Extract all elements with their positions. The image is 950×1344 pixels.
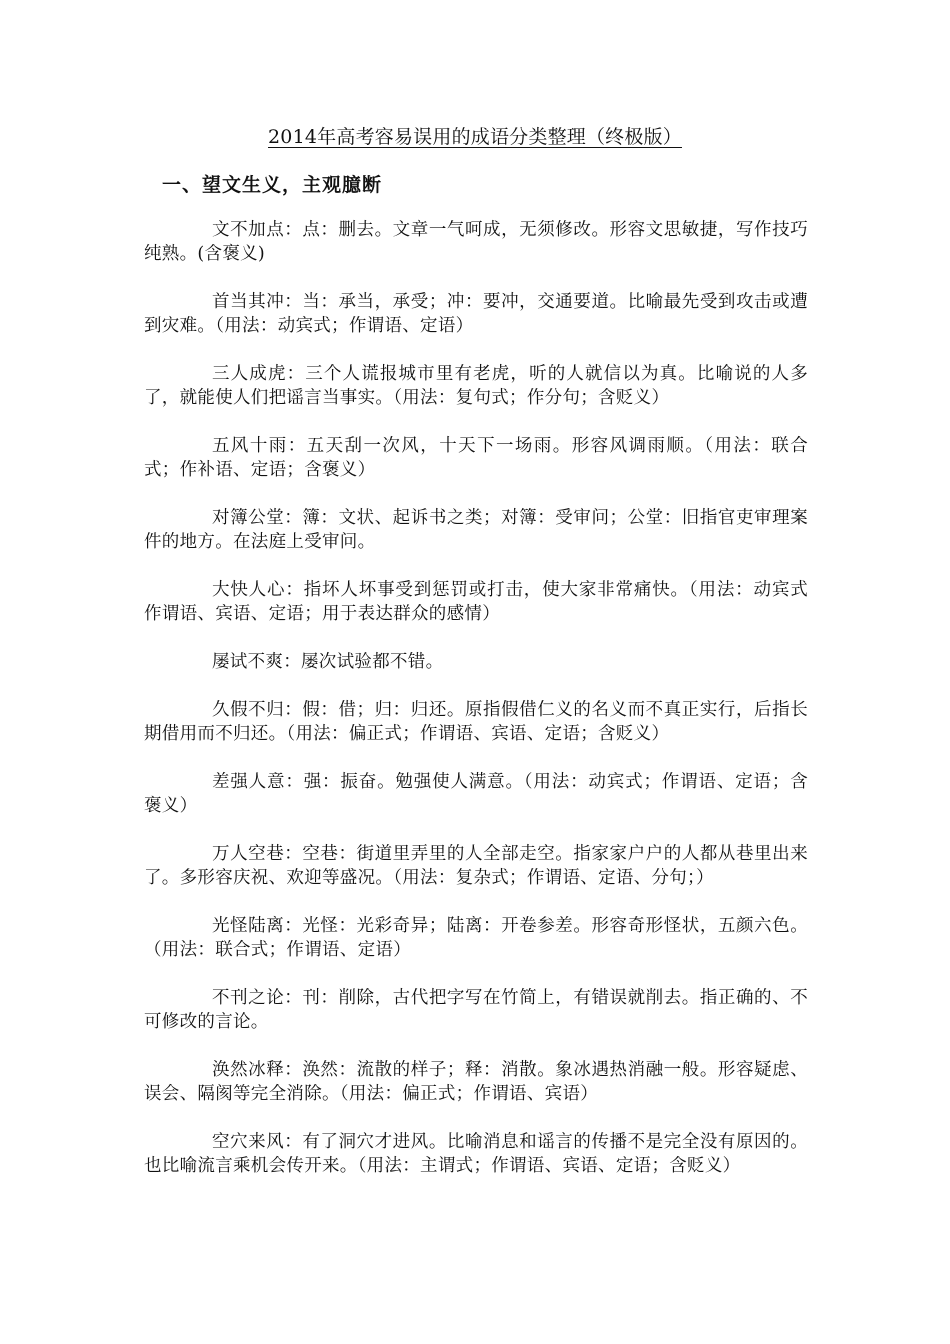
idiom-entry: 万人空巷：空巷：街道里弄里的人全部走空。指家家户户的人都从巷里出来了。多形容庆祝、欢迎等盛况。（用法：复杂式；作谓语、定语、分句；） <box>144 844 808 888</box>
idiom-entry: 差强人意：强：振奋。勉强使人满意。（用法：动宾式；作谓语、定语；含褒义） <box>144 772 808 816</box>
section-heading: 一、望文生义，主观臆断 <box>162 174 383 196</box>
idiom-entry: 首当其冲：当：承当，承受；冲：要冲，交通要道。比喻最先受到攻击或遭到灾难。（用法：动宾式；作谓语、定语） <box>144 292 808 336</box>
idiom-entry: 对簿公堂：簿：文状、起诉书之类；对簿：受审问；公堂：旧指官吏审理案件的地方。在法庭上受审问。 <box>144 508 808 552</box>
idiom-entry: 五风十雨：五天刮一次风，十天下一场雨。形容风调雨顺。（用法：联合式；作补语、定语；含褒义） <box>144 436 808 480</box>
idiom-entry: 空穴来风：有了洞穴才进风。比喻消息和谣言的传播不是完全没有原因的。也比喻流言乘机会传开来。（用法：主谓式；作谓语、宾语、定语；含贬义） <box>144 1132 808 1176</box>
idiom-entry: 光怪陆离：光怪：光彩奇异；陆离：开卷参差。形容奇形怪状，五颜六色。（用法：联合式；作谓语、定语） <box>144 916 808 960</box>
idiom-entry: 三人成虎：三个人谎报城市里有老虎，听的人就信以为真。比喻说的人多了，就能使人们把谣言当事实。（用法：复句式；作分句；含贬义） <box>144 364 808 408</box>
idiom-entry: 涣然冰释：涣然：流散的样子；释：消散。象冰遇热消融一般。形容疑虑、误会、隔阂等完全消除。（用法：偏正式；作谓语、宾语） <box>144 1060 808 1104</box>
idiom-entry: 不刊之论：刊：削除，古代把字写在竹简上，有错误就削去。指正确的、不可修改的言论。 <box>144 988 808 1032</box>
idiom-entry: 文不加点：点：删去。文章一气呵成，无须修改。形容文思敏捷，写作技巧纯熟。(含褒义) <box>144 220 808 264</box>
idiom-entry: 大快人心：指坏人坏事受到惩罚或打击，使大家非常痛快。（用法：动宾式作谓语、宾语、定语；用于表达群众的感情） <box>144 580 808 624</box>
idiom-entry: 久假不归：假：借；归：归还。原指假借仁义的名义而不真正实行，后指长期借用而不归还。（用法：偏正式；作谓语、宾语、定语；含贬义） <box>144 700 808 744</box>
idiom-entry-list <box>144 218 808 1202</box>
idiom-entry: 屡试不爽：屡次试验都不错。 <box>212 652 444 672</box>
document-title: 2014年高考容易误用的成语分类整理（终极版） <box>268 126 682 148</box>
